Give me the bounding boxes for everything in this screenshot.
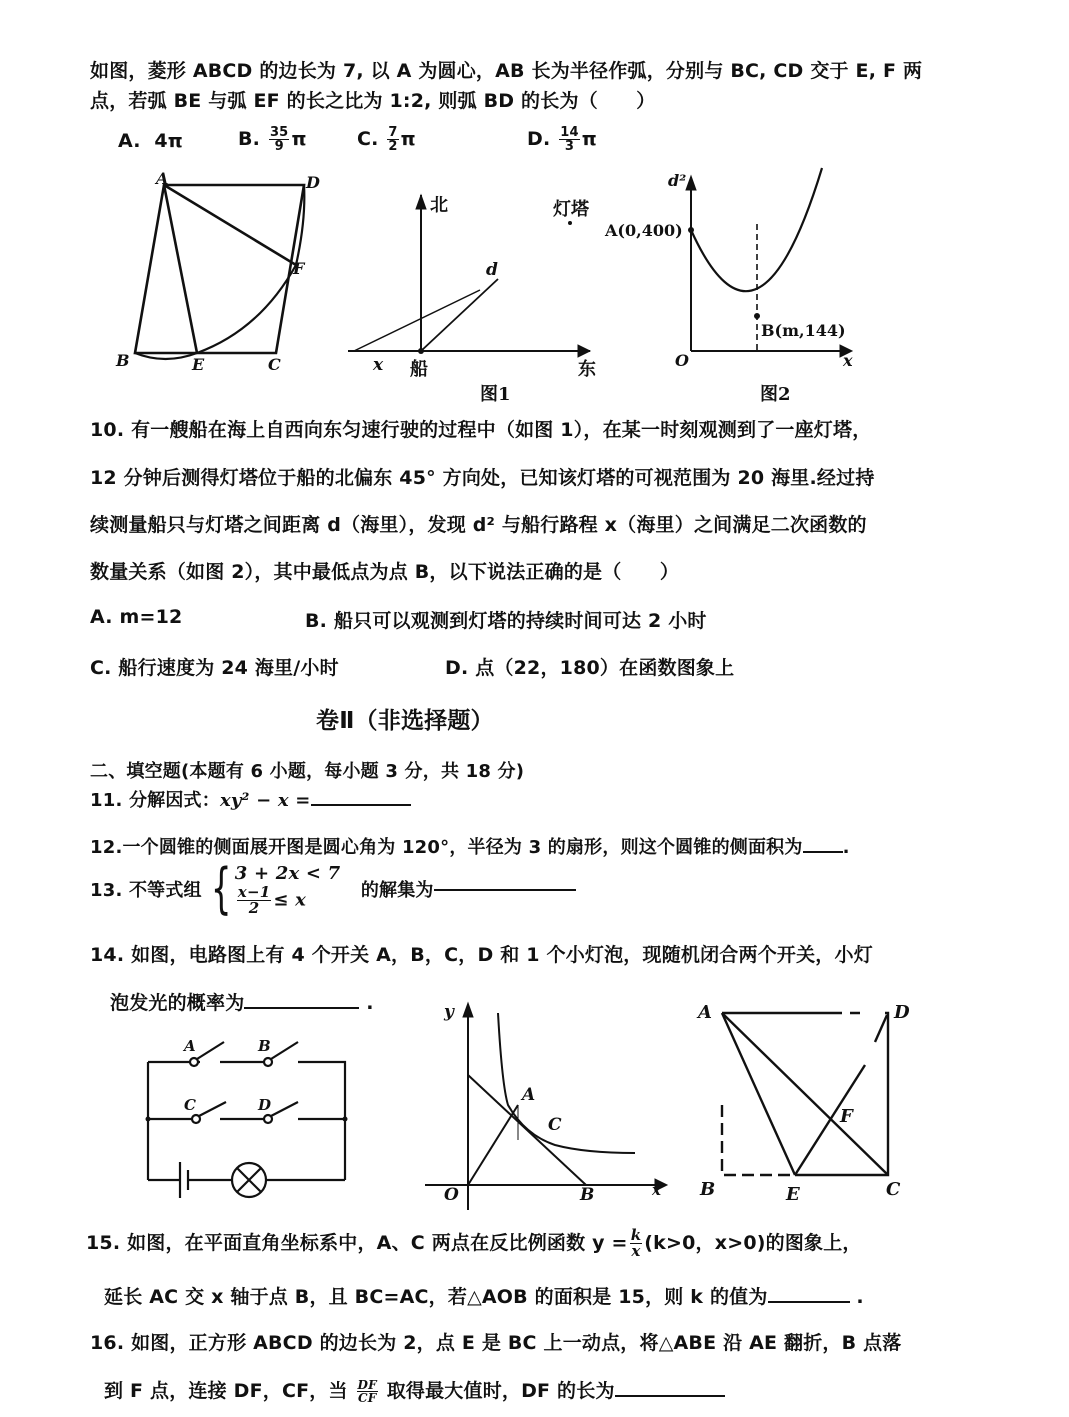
q16-line2: 到 F 点，连接 DF，CF，当 $\frac{DF}{CF}$ 取得最大值时，DF 的长为 bbox=[104, 1376, 725, 1404]
figure-16-square bbox=[690, 990, 930, 1205]
circuit-diagram bbox=[140, 1030, 360, 1200]
q15-line2: 延长 AC 交 x 轴于点 B，且 BC=AC，若△AOB 的面积是 15，则 k 的值为 . bbox=[104, 1286, 864, 1308]
q10-line2: 12 分钟后测得灯塔位于船的北偏东 45° 方向处，已知该灯塔的可视范围为 20 海里.经过持 bbox=[90, 467, 875, 489]
svg-text:图1: 图1 bbox=[480, 384, 511, 405]
svg-text:D: D bbox=[258, 1096, 272, 1114]
q12: 12.一个圆锥的侧面展开图是圆心角为 120°，半径为 3 的扇形，则这个圆锥的侧面积为 . bbox=[90, 837, 850, 858]
svg-text:A: A bbox=[156, 169, 169, 188]
fraction: $\frac{14}{3}$ bbox=[560, 125, 579, 154]
svg-text:B: B bbox=[116, 351, 130, 370]
svg-text:x: x bbox=[373, 355, 384, 375]
svg-text:C: C bbox=[268, 355, 281, 374]
svg-text:d: d bbox=[486, 260, 498, 280]
svg-text:A: A bbox=[698, 1002, 712, 1023]
svg-text:A(0,400): A(0,400) bbox=[605, 221, 683, 240]
q11: 11. 分解因式：xy² − x = bbox=[90, 786, 411, 812]
q9-option-c: C. $\frac{7}{2}$ π bbox=[357, 125, 416, 154]
svg-text:B: B bbox=[258, 1037, 271, 1055]
inequality-system: { 3 + 2x < 7 $\frac{x-1}{2}$ ≤ x bbox=[211, 857, 341, 920]
q10-option-a: A. m=12 bbox=[90, 606, 183, 628]
svg-text:y: y bbox=[444, 1002, 454, 1022]
q10-option-d: D. 点（22，180）在函数图象上 bbox=[445, 657, 735, 679]
q10-line3: 续测量船只与灯塔之间距离 d（海里），发现 d² 与船行路程 x（海里）之间满足二次函数的 bbox=[90, 514, 867, 536]
svg-text:船: 船 bbox=[410, 359, 428, 380]
q10-line1: 10. 有一艘船在海上自西向东匀速行驶的过程中（如图 1），在某一时刻观测到了一座灯塔， bbox=[90, 419, 872, 441]
figure-2-parabola bbox=[600, 168, 880, 408]
svg-text:东: 东 bbox=[578, 359, 596, 380]
svg-text:O: O bbox=[444, 1185, 459, 1205]
svg-text:O: O bbox=[675, 351, 689, 370]
q9-line1: 如图，菱形 ABCD 的边长为 7, 以 A 为圆心，AB 长为半径作弧，分别与 BC, CD 交于 E, F 两 bbox=[90, 60, 923, 82]
svg-text:x: x bbox=[843, 351, 853, 370]
section-heading: 二、填空题(本题有 6 小题，每小题 3 分，共 18 分) bbox=[90, 761, 525, 782]
q14-line2: 泡发光的概率为 . bbox=[110, 992, 374, 1014]
svg-text:C: C bbox=[548, 1115, 562, 1135]
q13: 13. 不等式组 { 3 + 2x < 7 $\frac{x-1}{2}$ ≤ x 的解集为 bbox=[90, 862, 576, 916]
svg-text:x: x bbox=[652, 1181, 661, 1199]
svg-text:A: A bbox=[522, 1085, 536, 1105]
svg-text:C: C bbox=[184, 1096, 196, 1114]
q9-line2: 点，若弧 BE 与弧 EF 的长之比为 1:2, 则弧 BD 的长为（ ） bbox=[90, 90, 656, 112]
rhombus-figure bbox=[110, 170, 330, 380]
q16-line1: 16. 如图，正方形 ABCD 的边长为 2，点 E 是 BC 上一动点，将△ABE 沿 AE 翻折，B 点落 bbox=[90, 1332, 902, 1354]
figure-1-ship bbox=[340, 185, 610, 410]
svg-text:B: B bbox=[580, 1185, 595, 1205]
q10-option-b: B. 船只可以观测到灯塔的持续时间可达 2 小时 bbox=[305, 610, 707, 632]
section-title: 卷Ⅱ（非选择题） bbox=[316, 708, 494, 734]
q10-line4: 数量关系（如图 2），其中最低点为点 B，以下说法正确的是（ ） bbox=[90, 561, 680, 583]
svg-text:灯塔: 灯塔 bbox=[553, 199, 589, 220]
svg-text:C: C bbox=[886, 1179, 901, 1200]
fraction: $\frac{35}{9}$ bbox=[269, 125, 289, 154]
svg-text:图2: 图2 bbox=[760, 384, 791, 405]
svg-text:E: E bbox=[786, 1184, 800, 1205]
q14-line1: 14. 如图，电路图上有 4 个开关 A，B，C，D 和 1 个小灯泡，现随机闭合两个开关，小灯 bbox=[90, 944, 873, 966]
q9-option-d: D. $\frac{14}{3}$ π bbox=[527, 125, 597, 154]
svg-text:d²: d² bbox=[668, 171, 687, 190]
svg-text:B(m,144): B(m,144) bbox=[761, 321, 846, 340]
svg-text:A: A bbox=[184, 1037, 196, 1055]
figure-15-hyperbola bbox=[420, 995, 680, 1210]
fraction: $\frac{7}{2}$ bbox=[388, 125, 398, 154]
svg-text:D: D bbox=[306, 173, 320, 192]
q9-option-b: B. $\frac{35}{9}$ π bbox=[238, 125, 307, 154]
svg-text:E: E bbox=[192, 355, 205, 374]
q15-line1: 15. 如图，在平面直角坐标系中，A、C 两点在反比例函数 y = $\frac{k}{x}$ (k>0，x>0)的图象上， bbox=[86, 1226, 862, 1260]
svg-text:北: 北 bbox=[430, 195, 448, 216]
svg-text:B: B bbox=[700, 1179, 716, 1200]
svg-text:F: F bbox=[840, 1106, 853, 1127]
q10-option-c: C. 船行速度为 24 海里/小时 bbox=[90, 657, 339, 679]
q9-option-a: A. 4π bbox=[118, 130, 183, 152]
svg-text:F: F bbox=[293, 259, 305, 278]
svg-text:D: D bbox=[894, 1002, 910, 1023]
